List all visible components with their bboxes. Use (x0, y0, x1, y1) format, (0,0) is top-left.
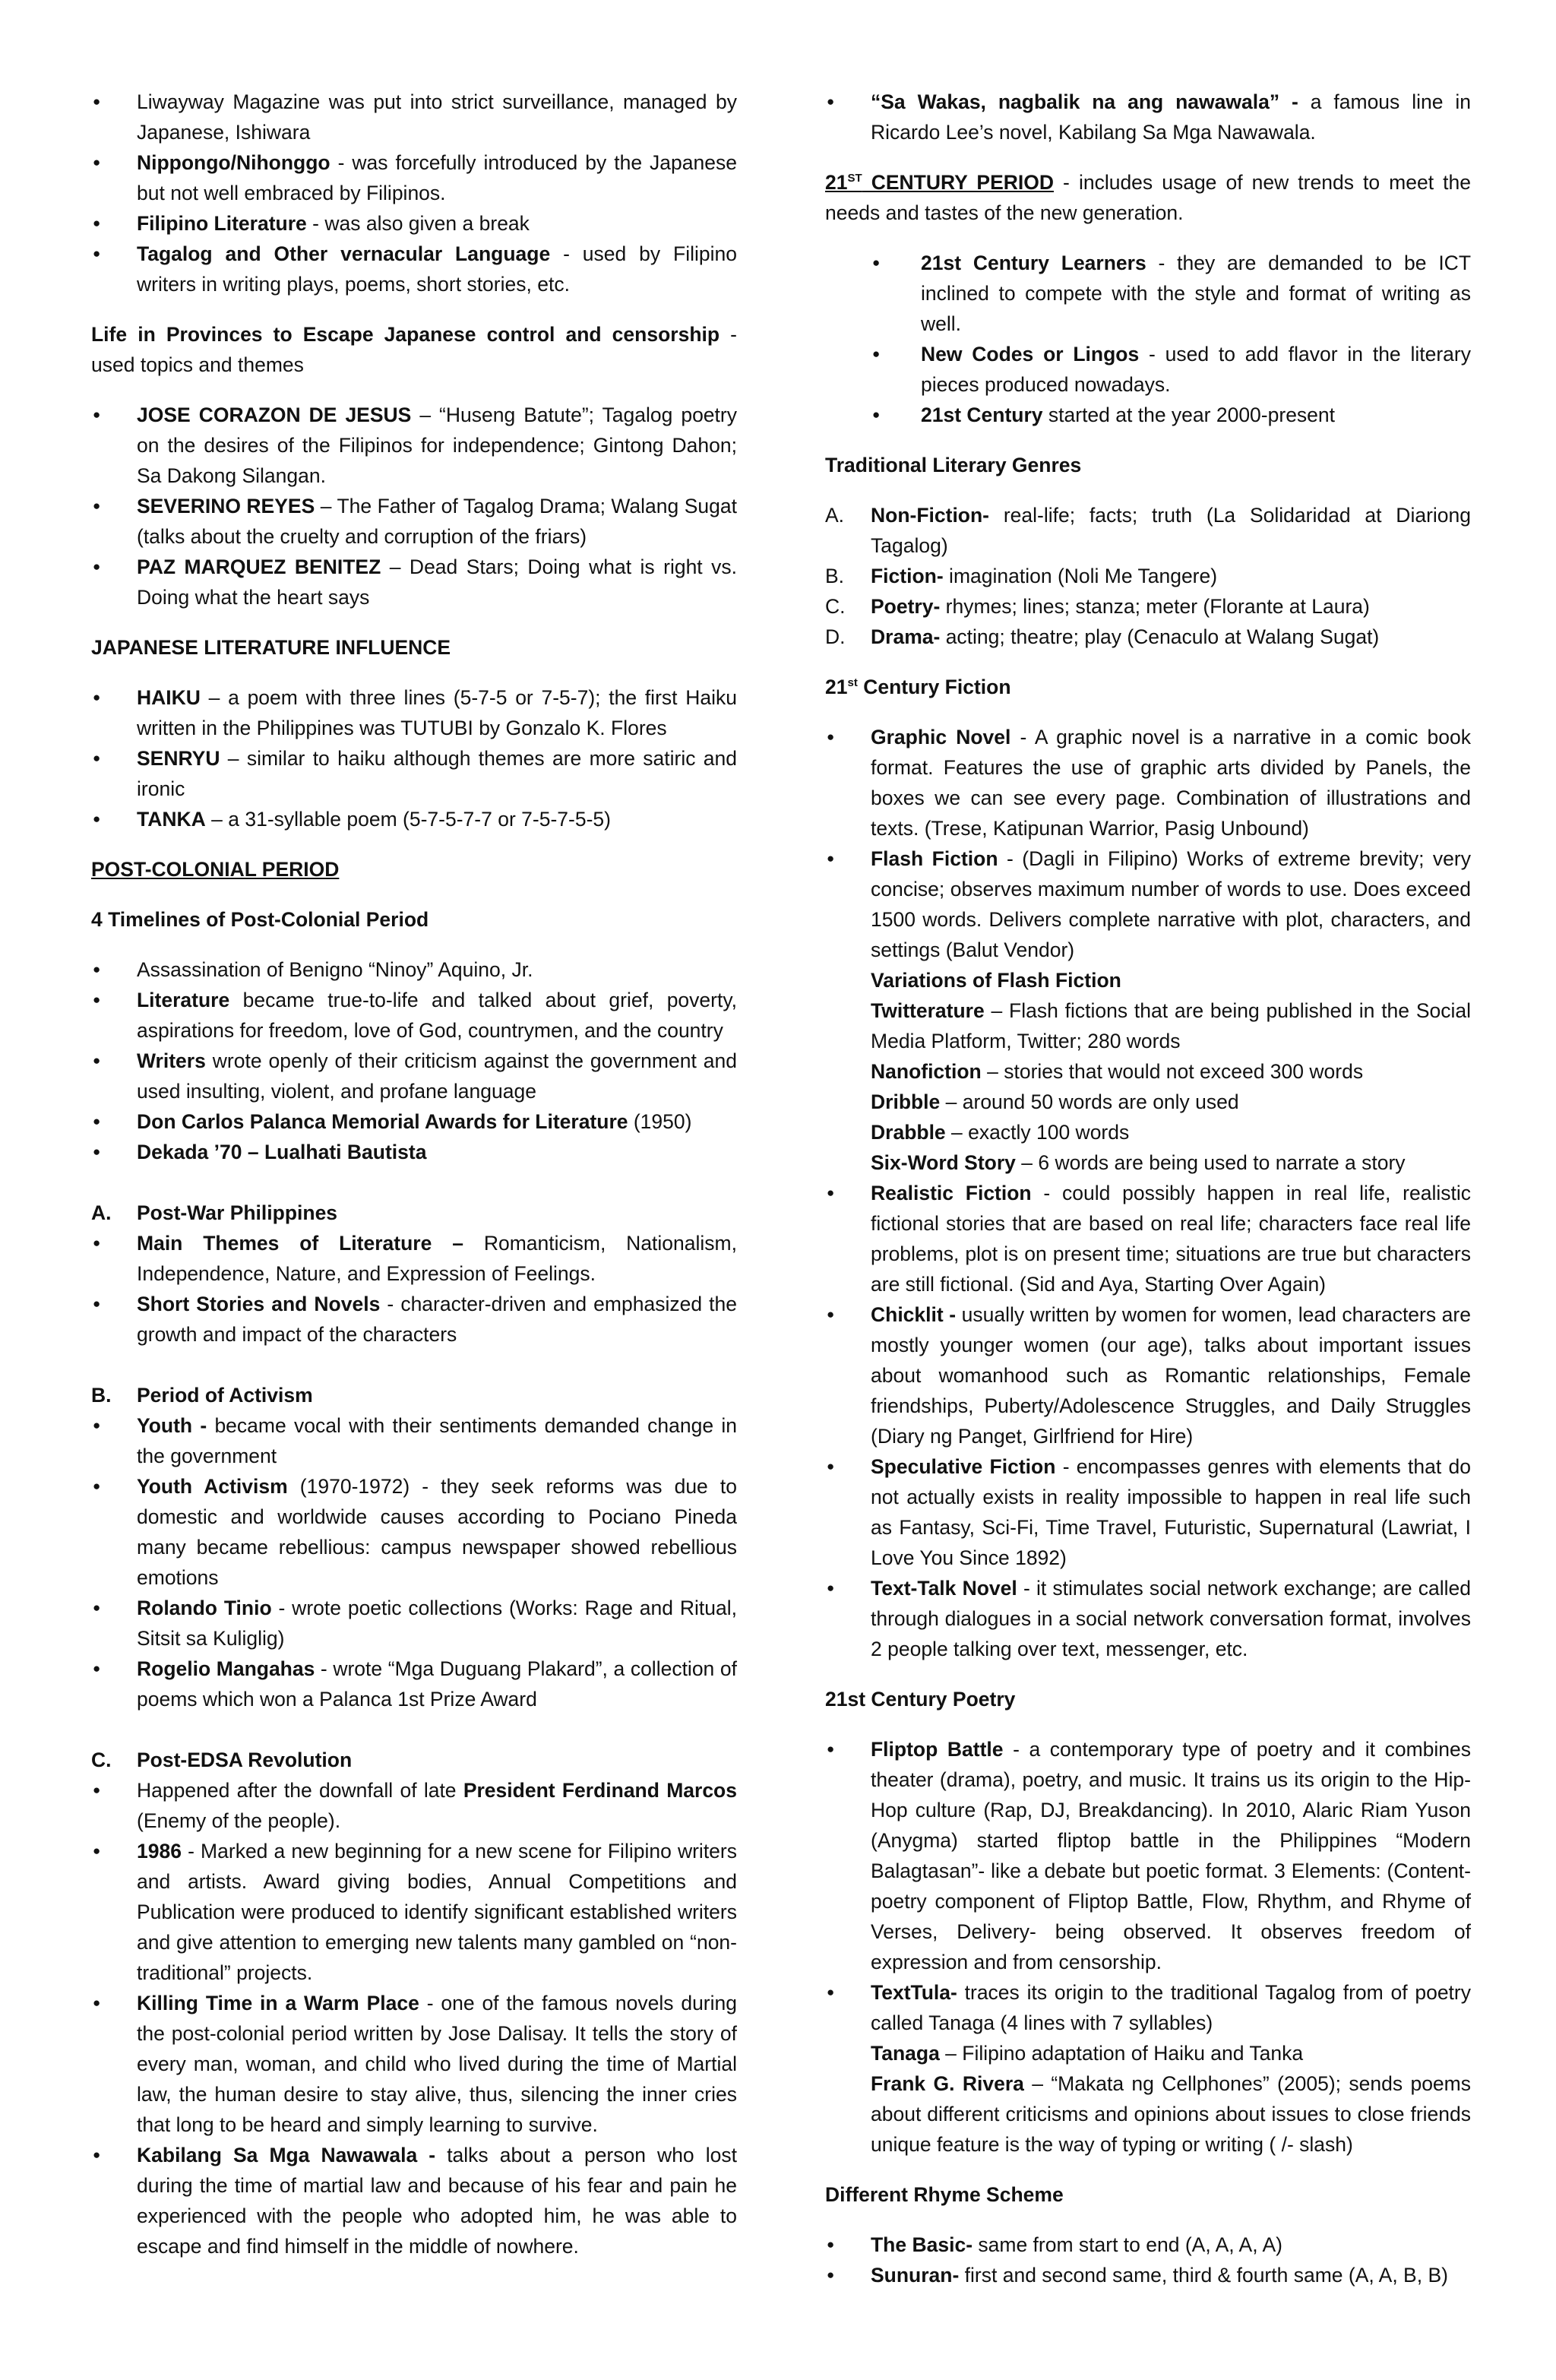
flash-fiction-variation: Twitterature – Flash fictions that are being published in the Social Media Platform, Twitter; 280 words (871, 999, 1471, 1052)
list-item: D. Drama- acting; theatre; play (Cenaculo at Walang Sugat) (825, 625, 1380, 648)
right-column (825, 87, 1471, 2290)
texttula-detail: Frank G. Rivera – “Makata ng Cellphones” (2005); sends poems about different criticisms and opinions about issues to close friends unique feature is the way of typing or writing ( /- slash) (871, 2072, 1471, 2156)
section-heading-timelines: 4 Timelines of Post-Colonial Period (91, 908, 429, 931)
list-item: ● “Sa Wakas, nagbalik na ang nawawala” - a famous line in Ricardo Lee’s novel, Kabilang Sa Mga Nawawala. (825, 87, 1471, 147)
list-item: ● Writers wrote openly of their criticism against the government and used insulting, violent, and profane language (91, 1046, 737, 1106)
subsection-heading-activism: B. Period of Activism (91, 1384, 313, 1407)
list-item: ● 21st Century started at the year 2000-present (825, 400, 1471, 430)
list-item: ● Literature became true-to-life and talked about grief, poverty, aspirations for freedom, love of God, countrymen, and the country (91, 985, 737, 1046)
list-item: ● Text-Talk Novel - it stimulates social network exchange; are called through dialogues in a social network conversation format, involves 2 people talking over text, messenger, etc. (825, 1573, 1471, 1664)
list-item: ● Realistic Fiction - could possibly happen in real life, realistic fictional stories that are based on real life; characters face real life problems, plot is on present time; situations are true but characters are still fictional. (Sid and Aya, Starting Over Again) (825, 1178, 1471, 1299)
list-item: ● Liwayway Magazine was put into strict surveillance, managed by Japanese, Ishiwara (91, 87, 737, 147)
list-item: ● SEVERINO REYES – The Father of Tagalog Drama; Walang Sugat (talks about the cruelty and corruption of the friars) (91, 491, 737, 552)
list-item: B. Fiction- imagination (Noli Me Tangere) (825, 565, 1218, 587)
list-item: ● TANKA – a 31-syllable poem (5-7-5-7-7 or 7-5-7-5-5) (91, 804, 737, 834)
list-item: ● Happened after the downfall of late President Ferdinand Marcos (Enemy of the people). (91, 1775, 737, 1836)
list-item: ● Don Carlos Palanca Memorial Awards for Literature (1950) (91, 1106, 737, 1137)
list-item: ● Rogelio Mangahas - wrote “Mga Duguang Plakard”, a collection of poems which won a Palanca 1st Prize Award (91, 1654, 737, 1714)
list-item: ● Youth - became vocal with their sentiments demanded change in the government (91, 1410, 737, 1471)
flash-fiction-variation: Six-Word Story – 6 words are being used to narrate a story (871, 1151, 1406, 1174)
section-heading-provinces: Life in Provinces to Escape Japanese control and censorship - used topics and themes (91, 323, 737, 376)
list-item: ● Short Stories and Novels - character-driven and emphasized the growth and impact of the characters (91, 1289, 737, 1350)
section-heading-japanese: JAPANESE LITERATURE INFLUENCE (91, 636, 451, 659)
section-heading-postcolonial: POST-COLONIAL PERIOD (91, 858, 340, 881)
section-heading-21st-fiction: 21st Century Fiction (825, 676, 1011, 698)
list-item: ● Filipino Literature - was also given a break (91, 208, 737, 239)
list-item: ● Flash Fiction - (Dagli in Filipino) Works of extreme brevity; very concise; observes maximum number of words to use. Does exceed 1500 words. Delivers complete narrative with plot, characters, and settings (Balut Vendor) (825, 843, 1471, 965)
list-item: ● Youth Activism (1970-1972) - they seek reforms was due to domestic and worldwide causes according to Pociano Pineda many became rebellious: campus newspaper showed rebellious emotions (91, 1471, 737, 1593)
subsection-heading-postwar: A. Post-War Philippines (91, 1201, 338, 1224)
list-item: ● Assassination of Benigno “Ninoy” Aquino, Jr. (91, 954, 737, 985)
list-item: ● The Basic- same from start to end (A, A, A, A) (825, 2230, 1471, 2260)
section-heading-traditional-genres: Traditional Literary Genres (825, 454, 1082, 476)
list-item: ● HAIKU – a poem with three lines (5-7-5 or 7-5-7); the first Haiku written in the Philippines was TUTUBI by Gonzalo K. Flores (91, 682, 737, 743)
list-item: ● Tagalog and Other vernacular Language - used by Filipino writers in writing plays, poems, short stories, etc. (91, 239, 737, 299)
subsection-heading-post-edsa: C. Post-EDSA Revolution (91, 1749, 353, 1771)
section-heading-21st-century: 21ST CENTURY PERIOD - includes usage of new trends to meet the needs and tastes of the new generation. (825, 171, 1471, 224)
list-item: ● Nippongo/Nihonggo - was forcefully introduced by the Japanese but not well embraced by Filipinos. (91, 147, 737, 208)
texttula-detail: Tanaga – Filipino adaptation of Haiku and Tanka (871, 2042, 1304, 2065)
list-item: ● Dekada ’70 – Lualhati Bautista (91, 1137, 737, 1167)
list-item: ● Rolando Tinio - wrote poetic collections (Works: Rage and Ritual, Sitsit sa Kuliglig) (91, 1593, 737, 1654)
list-item: ● Speculative Fiction - encompasses genres with elements that do not actually exists in reality impossible to happen in real life such as Fantasy, Sci-Fi, Time Travel, Futuristic, Supernatural (Lawriat, I Love You Since 1892) (825, 1451, 1471, 1573)
left-column (91, 87, 737, 2261)
list-item: ● New Codes or Lingos - used to add flavor in the literary pieces produced nowadays. (825, 339, 1471, 400)
list-item: A. Non-Fiction- real-life; facts; truth (La Solidaridad at Diariong Tagalog) (825, 504, 1471, 557)
list-item: ● TextTula- traces its origin to the traditional Tagalog from of poetry called Tanaga (4 lines with 7 syllables) (825, 1977, 1471, 2038)
list-item: ● SENRYU – similar to haiku although themes are more satiric and ironic (91, 743, 737, 804)
list-item: ● Sunuran- first and second same, third & fourth same (A, A, B, B) (825, 2260, 1471, 2290)
list-item: ● Chicklit - usually written by women for women, lead characters are mostly younger women (our age), talks about important issues about womanhood such as Romantic relationships, Female friendships, Puberty/Adolescence Struggles, and Daily Struggles (Diary ng Panget, Girlfriend for Hire) (825, 1299, 1471, 1451)
section-heading-21st-poetry: 21st Century Poetry (825, 1688, 1016, 1711)
list-item: ● Killing Time in a Warm Place - one of the famous novels during the post-colonial period written by Jose Dalisay. It tells the story of every man, woman, and child who lived during the time of Martial law, the human desire to stay alive, thus, silencing the inner cries that long to be heard and simply learning to survive. (91, 1988, 737, 2140)
list-item: ● Kabilang Sa Mga Nawawala - talks about a person who lost during the time of martial law and because of his fear and pain he experienced with the people who adopted him, he was able to escape and find himself in the middle of nowhere. (91, 2140, 737, 2261)
list-item: ● Graphic Novel - A graphic novel is a narrative in a comic book format. Features the use of graphic arts divided by Panels, the boxes we can see every page. Combination of illustrations and texts. (Trese, Katipunan Warrior, Pasig Unbound) (825, 722, 1471, 843)
list-item: ● PAZ MARQUEZ BENITEZ – Dead Stars; Doing what is right vs. Doing what the heart says (91, 552, 737, 612)
list-item: ● Main Themes of Literature – Romanticism, Nationalism, Independence, Nature, and Expression of Feelings. (91, 1228, 737, 1289)
flash-fiction-variation: Drabble – exactly 100 words (871, 1121, 1130, 1144)
list-item: ● 1986 - Marked a new beginning for a new scene for Filipino writers and artists. Award giving bodies, Annual Competitions and Publication were produced to identify significant established writers and give attention to emerging new talents many gambled on “non-traditional” projects. (91, 1836, 737, 1988)
flash-fiction-variation: Dribble – around 50 words are only used (871, 1090, 1239, 1113)
list-item: ● Fliptop Battle - a contemporary type of poetry and it combines theater (drama), poetry, and music. It trains us its origin to the Hip-Hop culture (Rap, DJ, Breakdancing). In 2010, Alaric Riam Yuson (Anygma) started fliptop battle in the Philippines “Modern Balagtasan”- like a debate but poetic format. 3 Elements: (Content- poetry component of Fliptop Battle, Flow, Rhythm, and Rhyme of Verses, Delivery- being observed. It observes freedom of expression and from censorship. (825, 1734, 1471, 1977)
list-item: ● JOSE CORAZON DE JESUS – “Huseng Batute”; Tagalog poetry on the desires of the Filipinos for independence; Gintong Dahon; Sa Dakong Silangan. (91, 400, 737, 491)
list-item: C. Poetry- rhymes; lines; stanza; meter (Florante at Laura) (825, 595, 1370, 618)
section-heading-rhyme-scheme: Different Rhyme Scheme (825, 2183, 1064, 2206)
list-item: ● 21st Century Learners - they are demanded to be ICT inclined to compete with the style and format of writing as well. (825, 248, 1471, 339)
flash-fiction-variations-heading: Variations of Flash Fiction (871, 969, 1121, 992)
flash-fiction-variation: Nanofiction – stories that would not exceed 300 words (871, 1060, 1364, 1083)
